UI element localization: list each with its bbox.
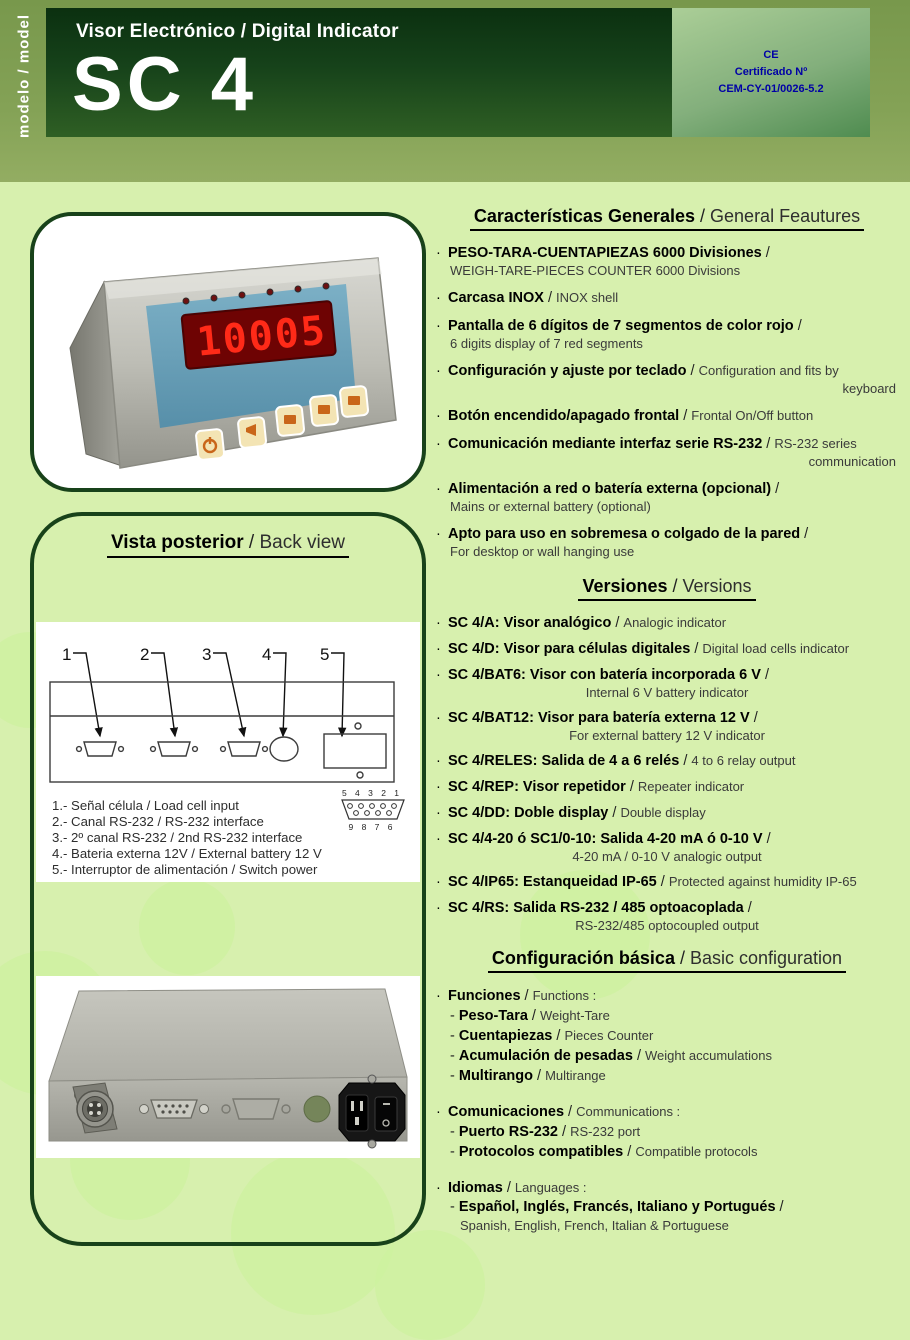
page-title: Visor Electrónico / Digital Indicator bbox=[76, 21, 399, 42]
basic-configuration-list bbox=[436, 986, 898, 1234]
version-item: · SC 4/IP65: Estanqueidad IP-65 / Protected against humidity IP-65 bbox=[436, 874, 857, 890]
config-group: · Funciones / Functions : - Peso-Tara / Weight-Tare - Cuentapiezas / Pieces Counter - Acumulación de pesadas / Weight accumulations - Multirango / Multirange bbox=[436, 986, 898, 1086]
ce-certificate-box bbox=[672, 8, 870, 137]
version-item: · SC 4/DD: Doble display / Double display bbox=[436, 805, 706, 821]
basic-configuration-heading: Configuración básica / Basic configuration bbox=[436, 948, 898, 973]
feature-item: · Botón encendido/apagado frontal / Frontal On/Off button bbox=[436, 408, 814, 424]
certificate-number: CEM-CY-01/0026-5.2 bbox=[718, 83, 824, 96]
certificate-label: Certificado Nº bbox=[734, 65, 808, 78]
config-subitem: - Peso-Tara / Weight-Tare bbox=[450, 1008, 610, 1024]
config-subitem: - Cuentapiezas / Pieces Counter bbox=[450, 1028, 654, 1044]
config-subitem: - Multirango / Multirange bbox=[450, 1068, 606, 1084]
config-subitem: - Puerto RS-232 / RS-232 port bbox=[450, 1124, 641, 1140]
config-subitem: - Español, Inglés, Francés, Italiano y Portugués / Spanish, English, French, Italian & Portuguese bbox=[450, 1199, 784, 1233]
version-item: · SC 4/A: Visor analógico / Analogic indicator bbox=[436, 615, 727, 631]
versions-list bbox=[436, 614, 898, 934]
panel-hole bbox=[304, 1096, 330, 1122]
config-group: · Comunicaciones / Communications : - Puerto RS-232 / RS-232 port - Protocolos compatibles / Compatible protocols bbox=[436, 1102, 898, 1162]
svg-text:5 4 3 2 1: 5 4 3 2 1 bbox=[341, 788, 403, 798]
feature-item: · Alimentación a red o batería externa (opcional) / Mains or external battery (optional) bbox=[436, 481, 780, 514]
header-band bbox=[0, 0, 910, 182]
general-features-list bbox=[436, 244, 898, 560]
version-item: · SC 4/REP: Visor repetidor / Repeater indicator bbox=[436, 779, 745, 795]
config-group: · Idiomas / Languages : - Español, Inglés, Francés, Italiano y Portugués / Spanish, English, French, Italian & Portuguese bbox=[436, 1178, 898, 1234]
version-item: · SC 4/RELES: Salida de 4 a 6 relés / 4 to 6 relay output bbox=[436, 753, 796, 769]
feature-item: · Configuración y ajuste por teclado / Configuration and fits by keyboard bbox=[436, 363, 896, 396]
right-column bbox=[436, 206, 898, 1250]
feature-item: · Apto para uso en sobremesa o colgado de la pared / For desktop or wall hanging use bbox=[436, 526, 809, 559]
header-box bbox=[46, 8, 672, 137]
version-item: · SC 4/RS: Salida RS-232 / 485 optoacoplada / RS-232/485 optocoupled output bbox=[436, 900, 759, 933]
version-item: · SC 4/BAT6: Visor con batería incorporada 6 V / Internal 6 V battery indicator bbox=[436, 667, 769, 700]
svg-text:1.- Señal célula / Load cell i: 1.- Señal célula / Load cell input bbox=[52, 798, 239, 813]
diagram-number-5: 5 bbox=[320, 645, 330, 664]
svg-text:2.- Canal RS-232 / RS-232 inte: 2.- Canal RS-232 / RS-232 interface bbox=[52, 814, 264, 829]
model-name: SC 4 bbox=[72, 42, 257, 127]
svg-text:5.- Interruptor de alimentació: 5.- Interruptor de alimentación / Switch power bbox=[52, 862, 318, 877]
front-photo-box bbox=[30, 212, 426, 492]
back-view-box bbox=[30, 512, 426, 1246]
indicator-front-photo bbox=[34, 216, 414, 480]
power-module bbox=[339, 1075, 405, 1148]
back-panel-diagram bbox=[36, 622, 420, 882]
diagram-number-4: 4 bbox=[262, 645, 272, 664]
svg-text:3.- 2º canal RS-232 / 2nd RS-2: 3.- 2º canal RS-232 / 2nd RS-232 interface bbox=[52, 830, 303, 845]
back-photo bbox=[36, 976, 420, 1158]
diagram-number-2: 2 bbox=[140, 645, 150, 664]
feature-item: · Comunicación mediante interfaz serie RS-232 / RS-232 series communication bbox=[436, 436, 896, 469]
feature-item: · Pantalla de 6 dígitos de 7 segmentos de color rojo / 6 digits display of 7 red segments bbox=[436, 318, 802, 351]
diagram-number-3: 3 bbox=[202, 645, 212, 664]
display-value: 10005 bbox=[194, 307, 330, 366]
config-subitem: - Acumulación de pesadas / Weight accumulations bbox=[450, 1048, 772, 1064]
general-features-heading: Características Generales / General Feautures bbox=[436, 206, 898, 231]
ce-mark: CE bbox=[763, 48, 779, 61]
back-view-heading: Vista posterior / Back view bbox=[34, 532, 422, 558]
feature-item: · PESO-TARA-CUENTAPIEZAS 6000 Divisiones / WEIGH-TARE-PIECES COUNTER 6000 Divisions bbox=[436, 245, 770, 278]
model-vertical-label: modelo / model bbox=[15, 13, 33, 138]
svg-text:9 8 7 6: 9 8 7 6 bbox=[348, 822, 396, 832]
diagram-number-1: 1 bbox=[62, 645, 72, 664]
version-item: · SC 4/4-20 ó SC1/0-10: Salida 4-20 mA ó 0-10 V / 4-20 mA / 0-10 V analogic output bbox=[436, 831, 771, 864]
version-item: · SC 4/D: Visor para células digitales / Digital load cells indicator bbox=[436, 641, 850, 657]
version-item: · SC 4/BAT12: Visor para batería externa 12 V / For external battery 12 V indicator bbox=[436, 710, 765, 743]
feature-item: · Carcasa INOX / INOX shell bbox=[436, 290, 619, 306]
config-subitem: - Protocolos compatibles / Compatible protocols bbox=[450, 1144, 758, 1160]
versions-heading: Versiones / Versions bbox=[436, 576, 898, 601]
svg-text:4.- Bateria externa 12V / Exte: 4.- Bateria externa 12V / External battery 12 V bbox=[52, 846, 322, 861]
db9-pinout bbox=[342, 788, 404, 832]
diagram-legend bbox=[52, 798, 322, 877]
